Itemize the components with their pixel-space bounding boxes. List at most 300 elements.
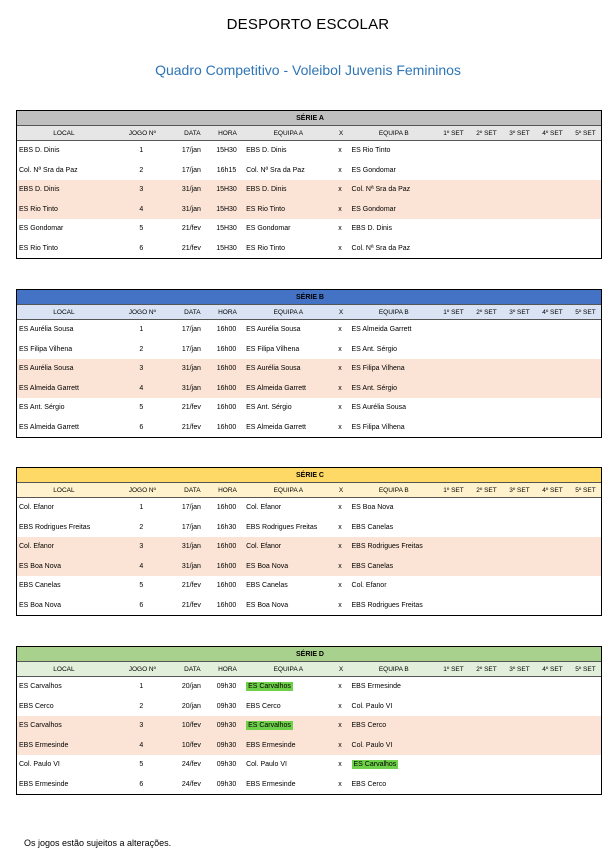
cell-set-score: [568, 161, 601, 181]
cell-set-score: [469, 775, 502, 795]
cell-set-score: [469, 557, 502, 577]
cell-local: EBS Cerco: [17, 697, 109, 717]
cell-equipa-a: ES Rio Tinto: [244, 239, 331, 259]
cell-equipa-b: ES Almeida Garrett: [350, 320, 437, 340]
cell-set-score: [436, 340, 469, 360]
cell-equipa-b: EBS Rodrigues Freitas: [350, 537, 437, 557]
cell-equipa-a: EBS Rodrigues Freitas: [244, 518, 331, 538]
column-header: 1º SET: [436, 662, 469, 677]
cell-set-score: [436, 141, 469, 161]
cell-set-score: [469, 161, 502, 181]
cell-local: ES Carvalhos: [17, 716, 109, 736]
column-header: 1º SET: [436, 126, 469, 141]
cell-set-score: [436, 537, 469, 557]
cell-set-score: [502, 677, 535, 697]
cell-data: 31/jan: [174, 557, 209, 577]
column-header: 3º SET: [502, 662, 535, 677]
cell-set-score: [535, 677, 568, 697]
cell-hora: 15H30: [209, 219, 244, 239]
cell-x: x: [331, 576, 350, 596]
cell-set-score: [502, 141, 535, 161]
cell-equipa-a: ES Boa Nova: [244, 596, 331, 616]
cell-set-score: [469, 498, 502, 518]
cell-data: 17/jan: [174, 518, 209, 538]
cell-data: 21/fev: [174, 239, 209, 259]
cell-equipa-b: Col. Paulo VI: [350, 697, 437, 717]
cell-set-score: [568, 697, 601, 717]
cell-local: EBS Rodrigues Freitas: [17, 518, 109, 538]
cell-jogo: 4: [109, 557, 174, 577]
cell-hora: 16h00: [209, 557, 244, 577]
column-header: EQUIPA A: [244, 305, 331, 320]
column-header: JOGO Nº: [109, 483, 174, 498]
cell-equipa-a: EBS Ermesinde: [244, 736, 331, 756]
cell-equipa-b: ES Boa Nova: [350, 498, 437, 518]
cell-x: x: [331, 161, 350, 181]
column-header: EQUIPA A: [244, 662, 331, 677]
cell-local: ES Aurélia Sousa: [17, 320, 109, 340]
footnote: Os jogos estão sujeitos a alterações.: [24, 838, 172, 848]
cell-set-score: [469, 359, 502, 379]
cell-set-score: [436, 161, 469, 181]
column-header: EQUIPA B: [350, 305, 437, 320]
cell-x: x: [331, 379, 350, 399]
cell-local: ES Carvalhos: [17, 677, 109, 697]
cell-set-score: [535, 736, 568, 756]
cell-set-score: [502, 498, 535, 518]
column-header: DATA: [174, 305, 209, 320]
cell-equipa-a: EBS Ermesinde: [244, 775, 331, 795]
column-header: HORA: [209, 126, 244, 141]
column-header: EQUIPA A: [244, 126, 331, 141]
column-header: EQUIPA B: [350, 483, 437, 498]
column-header: 1º SET: [436, 305, 469, 320]
cell-equipa-b: EBS Cerco: [350, 716, 437, 736]
series-title: SÉRIE A: [17, 111, 601, 126]
cell-data: 10/fev: [174, 736, 209, 756]
match-row: [17, 716, 601, 736]
cell-set-score: [469, 200, 502, 220]
cell-set-score: [535, 141, 568, 161]
series-table: [16, 646, 602, 795]
series-table: [16, 467, 602, 616]
cell-set-score: [502, 219, 535, 239]
cell-equipa-a: Col. Efanor: [244, 498, 331, 518]
cell-local: EBS Canelas: [17, 576, 109, 596]
match-row: [17, 596, 601, 616]
cell-set-score: [436, 219, 469, 239]
cell-jogo: 2: [109, 697, 174, 717]
cell-set-score: [502, 418, 535, 438]
cell-set-score: [436, 716, 469, 736]
cell-set-score: [436, 180, 469, 200]
match-row: [17, 141, 601, 161]
match-row: [17, 518, 601, 538]
cell-hora: 09h30: [209, 755, 244, 775]
cell-equipa-b: EBS Rodrigues Freitas: [350, 596, 437, 616]
cell-x: x: [331, 180, 350, 200]
cell-equipa-a: ES Aurélia Sousa: [244, 359, 331, 379]
highlighted-team: ES Carvalhos: [248, 683, 291, 691]
cell-equipa-a: EBS Canelas: [244, 576, 331, 596]
cell-hora: 16h30: [209, 518, 244, 538]
cell-set-score: [535, 200, 568, 220]
cell-set-score: [535, 557, 568, 577]
cell-equipa-a: EBS Cerco: [244, 697, 331, 717]
cell-equipa-a: ES Aurélia Sousa: [244, 320, 331, 340]
column-header: 5º SET: [568, 483, 601, 498]
cell-set-score: [568, 755, 601, 775]
match-row: [17, 537, 601, 557]
match-row: [17, 239, 601, 259]
cell-set-score: [535, 219, 568, 239]
cell-equipa-a: Col. Nª Sra da Paz: [244, 161, 331, 181]
cell-x: x: [331, 398, 350, 418]
cell-local: Col. Efanor: [17, 537, 109, 557]
cell-jogo: 2: [109, 518, 174, 538]
cell-equipa-a: ES Boa Nova: [244, 557, 331, 577]
cell-x: x: [331, 359, 350, 379]
cell-set-score: [568, 596, 601, 616]
cell-set-score: [502, 576, 535, 596]
series-title: SÉRIE D: [17, 647, 601, 662]
cell-set-score: [436, 775, 469, 795]
cell-equipa-b: EBS Canelas: [350, 557, 437, 577]
cell-local: EBS Ermesinde: [17, 775, 109, 795]
cell-set-score: [436, 677, 469, 697]
cell-jogo: 4: [109, 736, 174, 756]
cell-set-score: [568, 716, 601, 736]
cell-data: 24/fev: [174, 755, 209, 775]
cell-hora: 09h30: [209, 677, 244, 697]
cell-hora: 15H30: [209, 180, 244, 200]
cell-set-score: [436, 379, 469, 399]
column-header: 3º SET: [502, 126, 535, 141]
cell-set-score: [502, 537, 535, 557]
match-row: [17, 677, 601, 697]
cell-equipa-a: ES Almeida Garrett: [244, 379, 331, 399]
cell-set-score: [502, 518, 535, 538]
cell-equipa-b: Col. Paulo VI: [350, 736, 437, 756]
cell-jogo: 1: [109, 320, 174, 340]
column-header: X: [331, 126, 350, 141]
cell-local: Col. Efanor: [17, 498, 109, 518]
column-header: X: [331, 662, 350, 677]
cell-set-score: [568, 398, 601, 418]
cell-equipa-b: ES Filipa Vilhena: [350, 359, 437, 379]
cell-equipa-b: ES Gondomar: [350, 200, 437, 220]
cell-equipa-a: [244, 716, 331, 736]
column-header: JOGO Nº: [109, 305, 174, 320]
cell-set-score: [436, 557, 469, 577]
cell-set-score: [469, 596, 502, 616]
cell-set-score: [568, 359, 601, 379]
cell-set-score: [469, 755, 502, 775]
cell-set-score: [535, 239, 568, 259]
cell-set-score: [535, 716, 568, 736]
cell-data: 21/fev: [174, 219, 209, 239]
cell-set-score: [469, 340, 502, 360]
cell-set-score: [436, 398, 469, 418]
cell-set-score: [502, 200, 535, 220]
cell-set-score: [535, 498, 568, 518]
cell-local: EBS Ermesinde: [17, 736, 109, 756]
column-header: 2º SET: [469, 483, 502, 498]
column-header: 1º SET: [436, 483, 469, 498]
cell-jogo: 1: [109, 498, 174, 518]
match-row: [17, 697, 601, 717]
cell-set-score: [568, 557, 601, 577]
cell-set-score: [469, 736, 502, 756]
cell-local: ES Boa Nova: [17, 596, 109, 616]
cell-equipa-a: ES Rio Tinto: [244, 200, 331, 220]
cell-set-score: [469, 379, 502, 399]
cell-jogo: 4: [109, 379, 174, 399]
cell-set-score: [469, 141, 502, 161]
cell-equipa-b: ES Ant. Sérgio: [350, 379, 437, 399]
cell-set-score: [502, 379, 535, 399]
cell-set-score: [568, 576, 601, 596]
cell-set-score: [469, 518, 502, 538]
series-title: SÉRIE B: [17, 290, 601, 305]
cell-equipa-a: ES Filipa Vilhena: [244, 340, 331, 360]
cell-equipa-a: Col. Paulo VI: [244, 755, 331, 775]
cell-set-score: [502, 340, 535, 360]
cell-set-score: [502, 398, 535, 418]
cell-local: ES Rio Tinto: [17, 239, 109, 259]
cell-local: Col. Paulo VI: [17, 755, 109, 775]
match-row: [17, 161, 601, 181]
cell-jogo: 5: [109, 219, 174, 239]
cell-jogo: 6: [109, 775, 174, 795]
column-header: LOCAL: [17, 662, 109, 677]
cell-equipa-a: ES Almeida Garrett: [244, 418, 331, 438]
cell-set-score: [436, 755, 469, 775]
cell-jogo: 1: [109, 677, 174, 697]
cell-set-score: [469, 320, 502, 340]
cell-set-score: [502, 320, 535, 340]
cell-hora: 09h30: [209, 736, 244, 756]
cell-equipa-b: ES Ant. Sérgio: [350, 340, 437, 360]
match-row: [17, 398, 601, 418]
cell-x: x: [331, 697, 350, 717]
column-header: HORA: [209, 662, 244, 677]
cell-set-score: [568, 736, 601, 756]
cell-set-score: [502, 716, 535, 736]
cell-equipa-b: Col. Nª Sra da Paz: [350, 180, 437, 200]
column-header: EQUIPA B: [350, 662, 437, 677]
cell-jogo: 6: [109, 239, 174, 259]
cell-hora: 16h00: [209, 418, 244, 438]
cell-data: 17/jan: [174, 161, 209, 181]
cell-set-score: [568, 320, 601, 340]
cell-equipa-a: ES Gondomar: [244, 219, 331, 239]
cell-equipa-a: Col. Efanor: [244, 537, 331, 557]
cell-set-score: [568, 141, 601, 161]
series-table: [16, 289, 602, 438]
match-row: [17, 359, 601, 379]
cell-set-score: [502, 239, 535, 259]
column-header: HORA: [209, 305, 244, 320]
cell-hora: 16h00: [209, 498, 244, 518]
column-header: 5º SET: [568, 305, 601, 320]
match-row: [17, 557, 601, 577]
cell-equipa-b: ES Filipa Vilhena: [350, 418, 437, 438]
cell-set-score: [535, 596, 568, 616]
cell-jogo: 3: [109, 537, 174, 557]
cell-set-score: [535, 775, 568, 795]
cell-local: EBS D. Dinis: [17, 180, 109, 200]
cell-set-score: [436, 359, 469, 379]
cell-set-score: [502, 697, 535, 717]
cell-equipa-b: EBS Ermesinde: [350, 677, 437, 697]
match-row: [17, 755, 601, 775]
cell-local: ES Rio Tinto: [17, 200, 109, 220]
cell-set-score: [436, 320, 469, 340]
cell-set-score: [535, 755, 568, 775]
cell-set-score: [469, 697, 502, 717]
cell-set-score: [535, 359, 568, 379]
cell-hora: 16h00: [209, 596, 244, 616]
cell-x: x: [331, 557, 350, 577]
cell-equipa-b: ES Rio Tinto: [350, 141, 437, 161]
cell-set-score: [469, 239, 502, 259]
cell-set-score: [436, 596, 469, 616]
cell-set-score: [568, 379, 601, 399]
column-header: LOCAL: [17, 126, 109, 141]
match-row: [17, 180, 601, 200]
cell-equipa-b: ES Aurélia Sousa: [350, 398, 437, 418]
cell-set-score: [502, 557, 535, 577]
cell-x: x: [331, 239, 350, 259]
cell-local: ES Ant. Sérgio: [17, 398, 109, 418]
cell-set-score: [469, 180, 502, 200]
cell-local: ES Aurélia Sousa: [17, 359, 109, 379]
cell-jogo: 3: [109, 359, 174, 379]
cell-jogo: 5: [109, 398, 174, 418]
cell-set-score: [535, 161, 568, 181]
page-subtitle: Quadro Competitivo - Voleibol Juvenis Femininos: [155, 62, 461, 78]
cell-data: 31/jan: [174, 537, 209, 557]
cell-x: x: [331, 340, 350, 360]
cell-x: x: [331, 755, 350, 775]
cell-equipa-a: ES Ant. Sérgio: [244, 398, 331, 418]
cell-set-score: [535, 320, 568, 340]
column-header: EQUIPA B: [350, 126, 437, 141]
cell-set-score: [436, 576, 469, 596]
column-header: 2º SET: [469, 126, 502, 141]
cell-x: x: [331, 418, 350, 438]
cell-set-score: [436, 697, 469, 717]
cell-data: 17/jan: [174, 498, 209, 518]
cell-set-score: [469, 418, 502, 438]
cell-local: ES Almeida Garrett: [17, 379, 109, 399]
match-row: [17, 340, 601, 360]
cell-data: 17/jan: [174, 141, 209, 161]
cell-set-score: [568, 340, 601, 360]
match-row: [17, 775, 601, 795]
cell-set-score: [568, 200, 601, 220]
cell-jogo: 5: [109, 576, 174, 596]
match-row: [17, 418, 601, 438]
cell-data: 31/jan: [174, 359, 209, 379]
cell-jogo: 2: [109, 161, 174, 181]
cell-data: 21/fev: [174, 418, 209, 438]
cell-hora: 16h00: [209, 576, 244, 596]
cell-data: 31/jan: [174, 200, 209, 220]
column-header: LOCAL: [17, 483, 109, 498]
cell-equipa-a: EBS D. Dinis: [244, 141, 331, 161]
column-header: 3º SET: [502, 305, 535, 320]
cell-x: x: [331, 518, 350, 538]
cell-set-score: [502, 359, 535, 379]
cell-set-score: [502, 161, 535, 181]
cell-x: x: [331, 141, 350, 161]
cell-jogo: 4: [109, 200, 174, 220]
cell-set-score: [535, 379, 568, 399]
match-row: [17, 736, 601, 756]
cell-set-score: [502, 180, 535, 200]
cell-set-score: [436, 518, 469, 538]
column-header: LOCAL: [17, 305, 109, 320]
cell-equipa-a: EBS D. Dinis: [244, 180, 331, 200]
cell-hora: 09h30: [209, 697, 244, 717]
cell-equipa-b: EBS Canelas: [350, 518, 437, 538]
cell-hora: 09h30: [209, 716, 244, 736]
column-header: 4º SET: [535, 662, 568, 677]
cell-set-score: [568, 498, 601, 518]
cell-x: x: [331, 677, 350, 697]
cell-hora: 15H30: [209, 239, 244, 259]
column-header: JOGO Nº: [109, 126, 174, 141]
cell-set-score: [568, 418, 601, 438]
cell-set-score: [535, 537, 568, 557]
cell-jogo: 6: [109, 418, 174, 438]
cell-x: x: [331, 498, 350, 518]
cell-set-score: [568, 239, 601, 259]
cell-set-score: [469, 716, 502, 736]
cell-set-score: [535, 340, 568, 360]
column-header: 2º SET: [469, 305, 502, 320]
cell-set-score: [502, 755, 535, 775]
column-header: EQUIPA A: [244, 483, 331, 498]
cell-hora: 16h00: [209, 320, 244, 340]
cell-jogo: 1: [109, 141, 174, 161]
cell-set-score: [535, 180, 568, 200]
cell-hora: 16h00: [209, 398, 244, 418]
column-header: DATA: [174, 483, 209, 498]
cell-equipa-b: [350, 755, 437, 775]
cell-set-score: [568, 537, 601, 557]
cell-x: x: [331, 200, 350, 220]
cell-set-score: [436, 736, 469, 756]
cell-data: 17/jan: [174, 340, 209, 360]
cell-hora: 16h00: [209, 379, 244, 399]
cell-set-score: [436, 418, 469, 438]
column-header: DATA: [174, 126, 209, 141]
cell-set-score: [469, 537, 502, 557]
cell-x: x: [331, 219, 350, 239]
cell-set-score: [568, 219, 601, 239]
cell-data: 31/jan: [174, 180, 209, 200]
cell-data: 10/fev: [174, 716, 209, 736]
column-header: 3º SET: [502, 483, 535, 498]
cell-set-score: [469, 576, 502, 596]
cell-x: x: [331, 320, 350, 340]
column-header: X: [331, 305, 350, 320]
cell-hora: 15H30: [209, 200, 244, 220]
series-title: SÉRIE C: [17, 468, 601, 483]
